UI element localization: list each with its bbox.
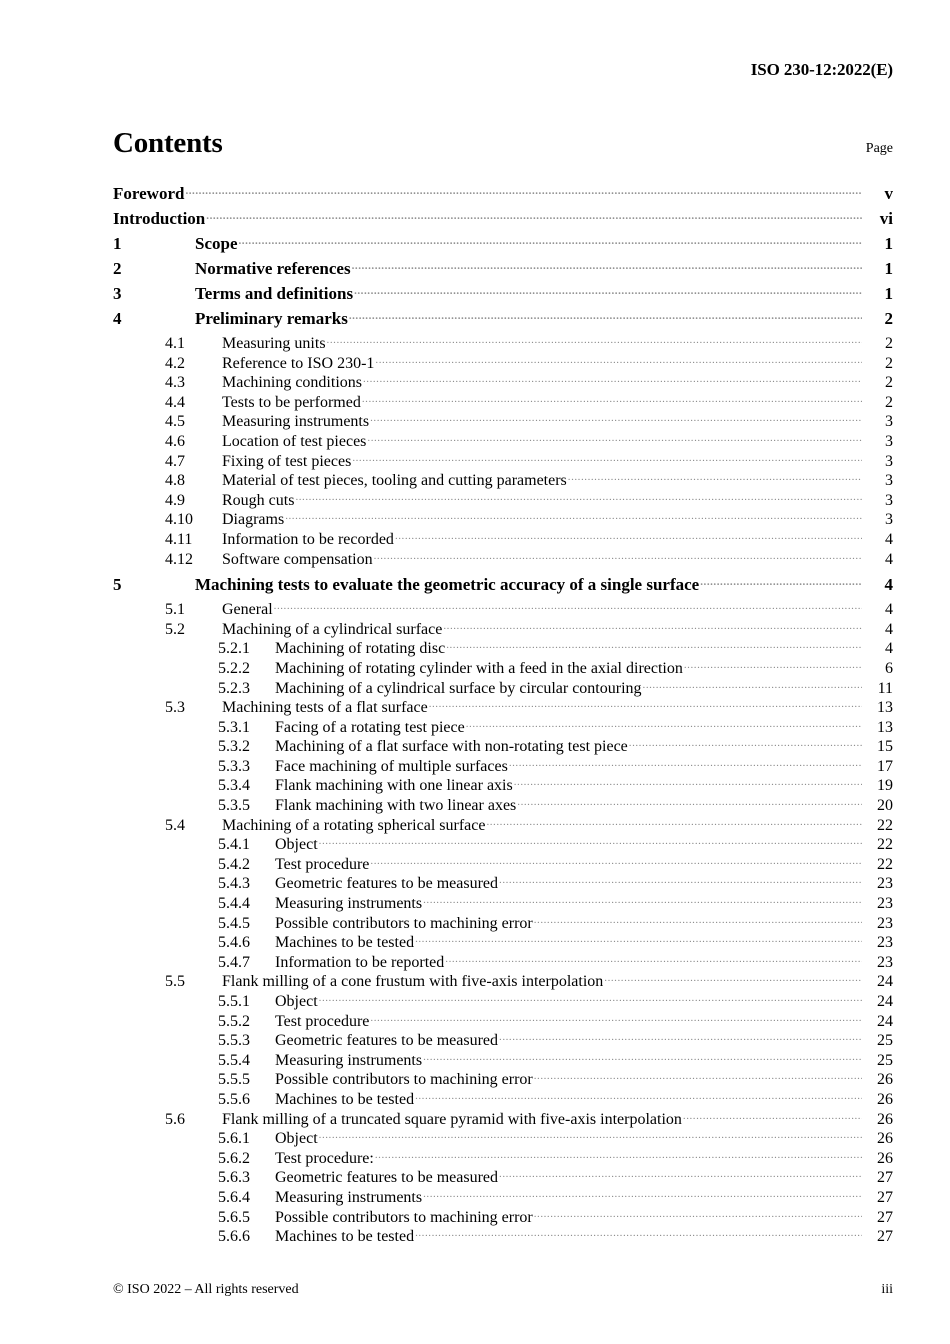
toc-entry-label: Scope xyxy=(195,234,238,253)
toc-entry-number: 5.4.6 xyxy=(218,934,250,952)
toc-dot-leader xyxy=(514,774,862,790)
toc-entry[interactable] xyxy=(113,573,893,598)
toc-dot-leader xyxy=(568,469,862,485)
toc-entry-label: Machining tests of a flat surface xyxy=(222,699,428,717)
toc-dot-leader xyxy=(370,410,862,426)
toc-entry[interactable] xyxy=(113,774,893,794)
toc-entry-page-number: 3 xyxy=(885,413,893,431)
toc-entry[interactable] xyxy=(113,1068,893,1088)
toc-entry[interactable] xyxy=(113,352,893,372)
toc-entry-label: Software compensation xyxy=(222,550,373,568)
toc-entry-number: 5.3.1 xyxy=(218,718,250,736)
toc-entry-page-number: 2 xyxy=(885,393,893,411)
toc-entry-page-number: 27 xyxy=(877,1169,893,1187)
toc-entry-number: 5.3.4 xyxy=(218,777,250,795)
toc-entry-label: General xyxy=(222,601,273,619)
toc-entry-label: Test procedure xyxy=(275,855,370,873)
toc-entry[interactable] xyxy=(113,990,893,1010)
toc-entry-label: Machines to be tested xyxy=(275,1090,415,1108)
toc-entry[interactable] xyxy=(113,951,893,971)
toc-dot-leader xyxy=(499,1166,862,1182)
toc-entry-page-number: 4 xyxy=(885,620,893,638)
toc-entry-page-number: 22 xyxy=(877,855,893,873)
toc-entry-label: Measuring units xyxy=(222,335,326,352)
toc-dot-leader xyxy=(517,794,862,810)
toc-entry-label: Rough cuts xyxy=(222,491,295,509)
toc-entry-page-number: 26 xyxy=(877,1090,893,1108)
toc-entry[interactable] xyxy=(113,1029,893,1049)
toc-entry-number: 5.6.1 xyxy=(218,1130,250,1148)
toc-entry[interactable] xyxy=(113,892,893,912)
toc-dot-leader xyxy=(370,1010,862,1026)
toc-entry-label: Geometric features to be measured xyxy=(275,1169,499,1187)
toc-dot-leader xyxy=(319,1127,862,1143)
toc-entry-label: Preliminary remarks xyxy=(195,309,348,328)
toc-entry[interactable] xyxy=(113,1147,893,1167)
toc-entry[interactable] xyxy=(113,637,893,657)
toc-entry[interactable] xyxy=(113,853,893,873)
page-column-header: Page xyxy=(865,141,893,156)
toc-entry[interactable] xyxy=(113,696,893,716)
toc-entry-number: 5.6.3 xyxy=(218,1169,250,1187)
toc-dot-leader xyxy=(534,912,862,928)
toc-entry-page-number: 1 xyxy=(884,234,893,253)
toc-dot-leader xyxy=(374,548,862,564)
toc-entry-label: Possible contributors to machining error xyxy=(275,1208,533,1226)
toc-entry-label: Information to be recorded xyxy=(222,530,394,548)
toc-dot-leader xyxy=(423,1186,862,1202)
toc-entry-number: 5.4.5 xyxy=(218,914,250,932)
toc-entry[interactable] xyxy=(113,391,893,411)
toc-dot-leader xyxy=(534,1206,862,1222)
toc-dot-leader xyxy=(206,207,862,224)
toc-dot-leader xyxy=(684,657,862,673)
toc-entry-label: Measuring instruments xyxy=(275,895,423,913)
toc-entry[interactable] xyxy=(113,1225,893,1245)
running-header-standard-ref: ISO 230-12:2022(E) xyxy=(750,60,893,79)
toc-dot-leader xyxy=(327,332,862,348)
toc-entry-page-number: 26 xyxy=(877,1149,893,1167)
toc-entry[interactable] xyxy=(113,716,893,736)
toc-dot-leader xyxy=(700,573,862,590)
toc-entry-page-number: 22 xyxy=(877,836,893,854)
toc-dot-leader xyxy=(429,696,862,712)
toc-entry-page-number: 2 xyxy=(885,335,893,352)
toc-entry-number: 4 xyxy=(113,309,122,328)
toc-entry[interactable] xyxy=(113,282,893,307)
toc-entry[interactable] xyxy=(113,677,893,697)
toc-dot-leader xyxy=(466,716,862,732)
toc-entry[interactable] xyxy=(113,410,893,430)
toc-entry-page-number: 24 xyxy=(877,993,893,1010)
toc-entry-page-number: 23 xyxy=(877,914,893,932)
toc-entry-number: 5.4.1 xyxy=(218,836,250,854)
toc-entry-label: Machines to be tested xyxy=(275,934,415,952)
toc-dot-leader xyxy=(375,352,862,368)
toc-dot-leader xyxy=(352,450,862,466)
toc-entry-number: 5.3.2 xyxy=(218,738,250,756)
toc-entry-page-number: 3 xyxy=(885,491,893,509)
toc-dot-leader xyxy=(446,637,862,653)
toc-entry-number: 5.4.7 xyxy=(218,953,250,971)
toc-entry-page-number: 1 xyxy=(884,284,893,303)
toc-entry[interactable] xyxy=(113,1088,893,1108)
toc-entry-label: Flank machining with one linear axis xyxy=(275,777,513,795)
toc-entry-number: 5.3.5 xyxy=(218,797,250,815)
toc-entry-label: Object xyxy=(275,1130,318,1148)
toc-entry-page-number: 4 xyxy=(884,575,893,595)
toc-entry[interactable] xyxy=(113,1206,893,1226)
toc-entry-number: 4.4 xyxy=(165,393,185,411)
toc-entry[interactable] xyxy=(113,970,893,990)
toc-entry-number: 4.6 xyxy=(165,432,185,450)
footer-page-number: iii xyxy=(881,1282,893,1297)
toc-entry-number: 1 xyxy=(113,234,122,253)
toc-dot-leader xyxy=(349,307,862,324)
toc-entry-label: Machining of a rotating spherical surface xyxy=(222,816,486,834)
toc-dot-leader xyxy=(604,970,862,986)
toc-entry-number: 5.5.5 xyxy=(218,1071,250,1089)
toc-entry[interactable] xyxy=(113,657,893,677)
toc-entry-page-number: 6 xyxy=(885,659,893,677)
toc-entry-page-number: 27 xyxy=(877,1228,893,1246)
toc-entry[interactable] xyxy=(113,307,893,332)
toc-dot-leader xyxy=(352,257,862,274)
toc-dot-leader xyxy=(362,391,862,407)
toc-dot-leader xyxy=(395,528,862,544)
toc-entry[interactable] xyxy=(113,931,893,951)
toc-entry[interactable] xyxy=(113,735,893,755)
toc-dot-leader xyxy=(499,872,862,888)
toc-entry[interactable] xyxy=(113,332,893,352)
toc-entry-number: 5.5.1 xyxy=(218,993,250,1010)
toc-entry-page-number: 1 xyxy=(884,259,893,278)
toc-entry-number: 2 xyxy=(113,259,122,278)
toc-dot-leader xyxy=(486,814,862,830)
toc-entry-page-number: 25 xyxy=(877,1051,893,1069)
toc-entry-page-number: 26 xyxy=(877,1110,893,1128)
toc-entry-number: 5.5.3 xyxy=(218,1032,250,1050)
toc-dot-leader xyxy=(319,833,862,849)
toc-entry-page-number: 20 xyxy=(877,797,893,815)
toc-entry-page-number: 2 xyxy=(884,309,893,328)
toc-entry-page-number: 4 xyxy=(885,640,893,658)
toc-entry[interactable] xyxy=(113,912,893,932)
toc-entry[interactable] xyxy=(113,182,893,207)
toc-dot-leader xyxy=(367,430,862,446)
toc-entry-number: 3 xyxy=(113,284,122,303)
toc-entry-label: Object xyxy=(275,993,318,1010)
toc-entry-number: 5.5.2 xyxy=(218,1012,250,1030)
toc-entry-number: 5.4.2 xyxy=(218,855,250,873)
toc-entry-label: Flank machining with two linear axes xyxy=(275,797,517,815)
toc-entry[interactable] xyxy=(113,1049,893,1069)
toc-entry-page-number: 27 xyxy=(877,1188,893,1206)
toc-entry-page-number: 11 xyxy=(877,679,893,697)
toc-dot-leader xyxy=(285,508,862,524)
toc-dot-leader xyxy=(443,618,862,634)
toc-dot-leader xyxy=(239,232,863,249)
toc-entry-number: 5.2.2 xyxy=(218,659,250,677)
toc-entry-label: Machining tests to evaluate the geometric accuracy of a single surface xyxy=(195,575,700,595)
toc-entry-number: 5.4 xyxy=(165,816,185,834)
toc-entry-number: 5.4.4 xyxy=(218,895,250,913)
toc-entry-number: 5.6 xyxy=(165,1110,185,1128)
toc-entry[interactable] xyxy=(113,794,893,814)
toc-entry-page-number: 23 xyxy=(877,875,893,893)
toc-entry-label: Facing of a rotating test piece xyxy=(275,718,465,736)
toc-dot-leader xyxy=(274,598,862,614)
toc-entry-label: Geometric features to be measured xyxy=(275,1032,499,1050)
table-of-contents xyxy=(113,182,893,1245)
toc-dot-leader xyxy=(683,1108,862,1124)
toc-entry-label: Fixing of test pieces xyxy=(222,452,352,470)
toc-entry-number: 5.2.1 xyxy=(218,640,250,658)
toc-entry-label: Tests to be performed xyxy=(222,393,361,411)
toc-entry-number: 5.6.4 xyxy=(218,1188,250,1206)
page-title: Contents xyxy=(113,127,223,159)
toc-entry-label: Information to be reported xyxy=(275,953,445,971)
toc-entry-label: Machining conditions xyxy=(222,374,362,392)
toc-entry-page-number: vi xyxy=(879,209,893,228)
toc-entry-number: 5.6.5 xyxy=(218,1208,250,1226)
toc-entry[interactable] xyxy=(113,489,893,509)
toc-entry-number: 5.6.6 xyxy=(218,1228,250,1246)
toc-entry-number: 5 xyxy=(113,575,122,595)
toc-entry-number: 5.3.3 xyxy=(218,757,250,775)
toc-entry-number: 4.2 xyxy=(165,354,185,372)
toc-entry-label: Machining of a cylindrical surface by circular contouring xyxy=(275,679,642,697)
toc-dot-leader xyxy=(423,1049,862,1065)
toc-entry[interactable] xyxy=(113,257,893,282)
toc-entry-number: 5.2.3 xyxy=(218,679,250,697)
toc-dot-leader xyxy=(363,371,862,387)
toc-dot-leader xyxy=(415,1088,862,1104)
toc-entry[interactable] xyxy=(113,1186,893,1206)
toc-dot-leader xyxy=(629,735,862,751)
toc-entry-number: 4.1 xyxy=(165,335,185,352)
toc-entry-label: Machining of rotating disc xyxy=(275,640,446,658)
toc-entry-label: Measuring instruments xyxy=(275,1188,423,1206)
toc-entry-label: Machines to be tested xyxy=(275,1228,415,1246)
toc-entry-label: Machining of rotating cylinder with a feed in the axial direction xyxy=(275,659,683,677)
toc-entry[interactable] xyxy=(113,528,893,548)
toc-entry-number: 4.11 xyxy=(165,530,193,548)
toc-entry-label: Geometric features to be measured xyxy=(275,875,499,893)
toc-entry-label: Test procedure xyxy=(275,1012,370,1030)
toc-entry[interactable] xyxy=(113,598,893,618)
toc-entry-label: Test procedure: xyxy=(275,1149,374,1167)
toc-dot-leader xyxy=(185,182,862,199)
toc-entry-number: 5.5.6 xyxy=(218,1090,250,1108)
page-footer xyxy=(113,1282,893,1298)
toc-entry[interactable] xyxy=(113,450,893,470)
toc-entry-label: Machining of a cylindrical surface xyxy=(222,620,443,638)
toc-entry-page-number: 15 xyxy=(877,738,893,756)
toc-entry-page-number: 13 xyxy=(877,718,893,736)
toc-entry-page-number: 23 xyxy=(877,934,893,952)
toc-entry-page-number: 22 xyxy=(877,816,893,834)
toc-dot-leader xyxy=(354,282,862,299)
toc-entry-label: Possible contributors to machining error xyxy=(275,1071,533,1089)
toc-entry-page-number: 24 xyxy=(877,973,893,991)
toc-entry-number: 5.4.3 xyxy=(218,875,250,893)
toc-entry-number: 4.8 xyxy=(165,472,185,490)
toc-entry[interactable] xyxy=(113,1127,893,1147)
toc-dot-leader xyxy=(370,853,862,869)
toc-entry-number: 5.3 xyxy=(165,699,185,717)
toc-dot-leader xyxy=(499,1029,862,1045)
toc-entry-label: Measuring instruments xyxy=(222,413,370,431)
toc-dot-leader xyxy=(643,677,862,693)
toc-entry-number: 4.7 xyxy=(165,452,185,470)
contents-title-row xyxy=(113,129,893,158)
toc-entry-page-number: 27 xyxy=(877,1208,893,1226)
toc-entry-page-number: 24 xyxy=(877,1012,893,1030)
toc-entry[interactable] xyxy=(113,430,893,450)
toc-entry-page-number: 19 xyxy=(877,777,893,795)
toc-entry[interactable] xyxy=(113,207,893,232)
toc-entry-page-number: 13 xyxy=(877,699,893,717)
toc-entry-label: Possible contributors to machining error xyxy=(275,914,533,932)
toc-entry[interactable] xyxy=(113,371,893,391)
toc-entry-number: 5.1 xyxy=(165,601,185,619)
toc-entry[interactable] xyxy=(113,755,893,775)
toc-entry-label: Foreword xyxy=(113,184,185,203)
toc-entry-page-number: 23 xyxy=(877,895,893,913)
toc-dot-leader xyxy=(423,892,862,908)
toc-entry[interactable] xyxy=(113,1108,893,1128)
toc-entry-number: 4.9 xyxy=(165,491,185,509)
toc-entry[interactable] xyxy=(113,814,893,834)
toc-entry-page-number: 26 xyxy=(877,1130,893,1148)
toc-entry-label: Diagrams xyxy=(222,511,285,529)
toc-entry-number: 5.6.2 xyxy=(218,1149,250,1167)
toc-entry[interactable] xyxy=(113,1166,893,1186)
toc-entry-label: Introduction xyxy=(113,209,206,228)
toc-entry[interactable] xyxy=(113,872,893,892)
toc-entry-page-number: 4 xyxy=(885,530,893,548)
toc-entry-label: Reference to ISO 230-1 xyxy=(222,354,375,372)
toc-entry-label: Flank milling of a truncated square pyramid with five-axis interpolation xyxy=(222,1110,682,1128)
toc-entry-label: Flank milling of a cone frustum with five-axis interpolation xyxy=(222,973,604,991)
toc-entry-page-number: 25 xyxy=(877,1032,893,1050)
toc-entry-label: Normative references xyxy=(195,259,351,278)
toc-dot-leader xyxy=(415,931,862,947)
toc-entry-page-number: 26 xyxy=(877,1071,893,1089)
toc-entry-label: Location of test pieces xyxy=(222,432,367,450)
toc-entry-page-number: 3 xyxy=(885,452,893,470)
toc-entry-number: 4.5 xyxy=(165,413,185,431)
toc-entry-label: Material of test pieces, tooling and cutting parameters xyxy=(222,472,567,490)
toc-entry-page-number: 17 xyxy=(877,757,893,775)
toc-entry[interactable] xyxy=(113,833,893,853)
toc-dot-leader xyxy=(509,755,862,771)
toc-entry[interactable] xyxy=(113,1010,893,1030)
toc-entry-page-number: 23 xyxy=(877,953,893,971)
toc-entry-page-number: 3 xyxy=(885,432,893,450)
toc-entry-label: Terms and definitions xyxy=(195,284,354,303)
toc-entry-number: 5.5.4 xyxy=(218,1051,250,1069)
toc-entry-page-number: 4 xyxy=(885,550,893,568)
toc-entry-label: Object xyxy=(275,836,318,854)
toc-entry-page-number: 2 xyxy=(885,374,893,392)
toc-entry-label: Machining of a flat surface with non-rotating test piece xyxy=(275,738,628,756)
toc-dot-leader xyxy=(319,990,862,1006)
toc-entry-page-number: 3 xyxy=(885,472,893,490)
toc-entry[interactable] xyxy=(113,548,893,568)
toc-dot-leader xyxy=(534,1068,862,1084)
toc-entry-label: Measuring instruments xyxy=(275,1051,423,1069)
toc-entry[interactable] xyxy=(113,618,893,638)
toc-entry-number: 5.2 xyxy=(165,620,185,638)
toc-dot-leader xyxy=(375,1147,862,1163)
toc-entry[interactable] xyxy=(113,508,893,528)
toc-entry-page-number: v xyxy=(884,184,893,203)
toc-dot-leader xyxy=(445,951,862,967)
toc-dot-leader xyxy=(295,489,862,505)
toc-entry-number: 5.5 xyxy=(165,973,185,991)
toc-entry-label: Face machining of multiple surfaces xyxy=(275,757,508,775)
toc-entry[interactable] xyxy=(113,469,893,489)
toc-entry-number: 4.3 xyxy=(165,374,185,392)
toc-entry[interactable] xyxy=(113,232,893,257)
toc-entry-page-number: 4 xyxy=(885,601,893,619)
toc-entry-number: 4.10 xyxy=(165,511,193,529)
copyright-notice: © ISO 2022 – All rights reserved xyxy=(113,1282,299,1297)
toc-entry-page-number: 2 xyxy=(885,354,893,372)
toc-entry-number: 4.12 xyxy=(165,550,193,568)
toc-dot-leader xyxy=(415,1225,862,1241)
toc-entry-page-number: 3 xyxy=(885,511,893,529)
